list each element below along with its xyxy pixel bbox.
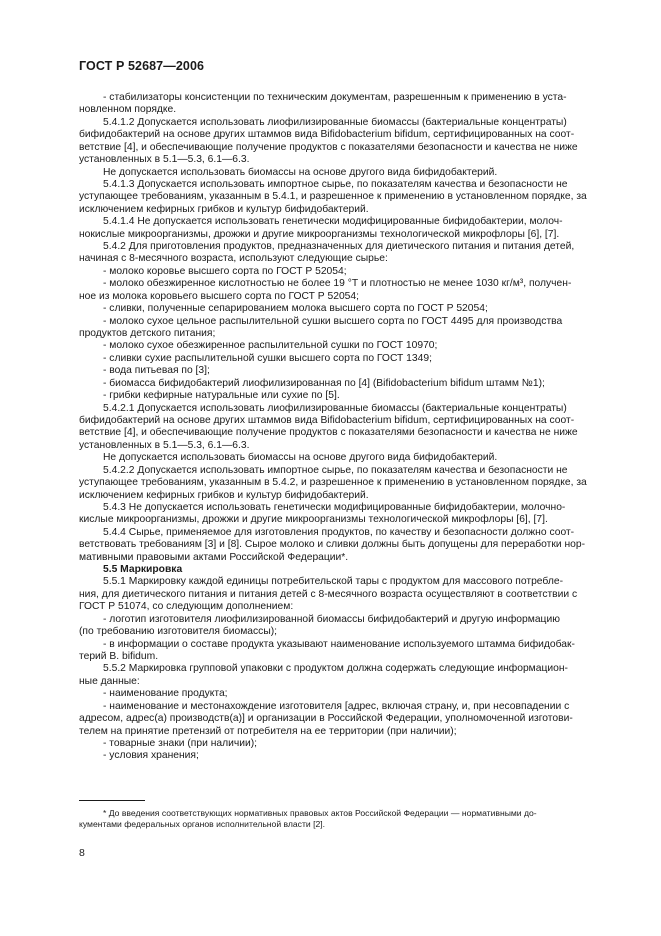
text-line: исключением кефирных грибков и культур бифидобактерий. — [79, 203, 369, 215]
text-line: 5.4.1.3 Допускается использовать импортное сырье, по показателям качества и безопасности не — [103, 178, 568, 190]
text-line: 5.4.2.1 Допускается использовать лиофилизированные биомассы (бактериальные концентраты) — [103, 402, 567, 414]
text-line: 5.4.3 Не допускается использовать генетически модифицированные бифидобактерии, молочно- — [103, 501, 566, 513]
list-item: - молоко обезжиренное кислотностью не более 19 °Т и плотностью не менее 1030 кг/м³, получен- — [103, 278, 572, 290]
text-line: Не допускается использовать биомассы на основе другого вида бифидобактерий. — [103, 166, 498, 178]
body-text — [79, 92, 615, 763]
list-item: - вода питьевая по [3]; — [103, 365, 210, 377]
footnote-divider — [79, 800, 145, 801]
list-item: - молоко сухое цельное распылительной сушки высшего сорта по ГОСТ 4495 для производства — [103, 315, 563, 327]
text-line: ния, для диетического питания и питания детей с 8-месячного возраста осуществляют в соответствии с — [79, 588, 578, 600]
text-line: ное из молока коровьего высшего сорта по ГОСТ Р 52054; — [79, 290, 360, 302]
list-item: - товарные знаки (при наличии); — [103, 737, 258, 749]
list-item: - сливки сухие распылительной сушки высшего сорта по ГОСТ 1349; — [103, 352, 432, 364]
text-line: ветствие [4], и обеспечивающие получение продуктов с показателями безопасности и качества не ниже — [79, 427, 578, 439]
text-line: 5.4.1.4 Не допускается использовать генетически модифицированные бифидобактерии, молоч- — [103, 216, 563, 228]
text-line: начиная с 8-месячного возраста, используют следующие сырье: — [79, 253, 388, 265]
text-line: 5.4.2 Для приготовления продуктов, предназначенных для диетического питания и питания детей, — [103, 241, 575, 253]
text-line: кислые микроорганизмы, дрожжи и другие микроорганизмы технологической микрофлоры [6], [7]. — [79, 514, 548, 526]
list-item: - молоко сухое обезжиренное распылительной сушки по ГОСТ 10970; — [103, 340, 438, 352]
text-line: ветствие [4], и обеспечивающие получение продуктов с показателями безопасности и качества не ниже — [79, 141, 578, 153]
footnote — [79, 808, 615, 830]
text-line: исключением кефирных грибков и культур бифидобактерий. — [79, 489, 369, 501]
text-line: новленном порядке. — [79, 104, 177, 116]
text-line: 5.5.1 Маркировку каждой единицы потребительской тары с продуктом для массового потребле- — [103, 576, 564, 588]
section-heading: 5.5 Маркировка — [103, 564, 183, 576]
standard-header: ГОСТ Р 52687—2006 — [79, 59, 205, 73]
page-number: 8 — [79, 847, 85, 859]
footnote-line: кументами федеральных органов исполнительной власти [2]. — [79, 819, 326, 830]
text-line: Не допускается использовать биомассы на основе другого вида бифидобактерий. — [103, 452, 498, 464]
list-item: - биомасса бифидобактерий лиофилизированная по [4] (Bifidobacterium bifidum штамм №1); — [103, 377, 545, 389]
text-line: 5.5.2 Маркировка групповой упаковки с продуктом должна содержать следующие информацион- — [103, 663, 568, 675]
text-line: - стабилизаторы консистенции по техническим документам, разрешенным к применению в уста- — [103, 92, 567, 103]
list-item: - грибки кефирные натуральные или сухие по [5]. — [103, 390, 340, 402]
text-line: 5.4.1.2 Допускается использовать лиофилизированные биомассы (бактериальные концентраты) — [103, 116, 567, 128]
text-line: установленных в 5.1—5.3, 6.1—6.3. — [79, 154, 250, 166]
footnote-line: * До введения соответствующих нормативных правовых актов Российской Федерации — нормативными до- — [103, 808, 537, 818]
list-item: - наименование продукта; — [103, 688, 228, 700]
list-item: - логотип изготовителя лиофилизированной биомассы бифидобактерий и другую информацию — [103, 613, 560, 625]
text-line: ветствовать требованиям [3] и [8]. Сырое молоко и сливки должны быть допущены для переработки нор- — [79, 539, 586, 551]
text-line: уступающее требованиям, указанным в 5.4.2, и разрешенное к применению в установленном порядке, за — [79, 477, 587, 489]
text-line: ГОСТ Р 51074, со следующим дополнением: — [79, 601, 294, 613]
text-line: 5.4.2.2 Допускается использовать импортное сырье, по показателям качества и безопасности не — [103, 464, 568, 476]
list-item: - молоко коровье высшего сорта по ГОСТ Р 52054; — [103, 265, 347, 277]
text-line: продуктов детского питания; — [79, 328, 216, 340]
text-line: 5.4.4 Сырье, применяемое для изготовления продуктов, по качеству и безопасности должно соот- — [103, 526, 575, 538]
text-line: мативными правовыми актами Российской Федерации*. — [79, 551, 349, 563]
text-line: ные данные: — [79, 675, 140, 687]
text-line: бифидобактерий на основе других штаммов вида Bifidobacterium bifidum, сертифицированных на соот- — [79, 414, 575, 426]
text-line: бифидобактерий на основе других штаммов вида Bifidobacterium bifidum, сертифицированных на соот- — [79, 129, 575, 141]
text-line: уступающее требованиям, указанным в 5.4.1, и разрешенное к применению в установленном порядке, за — [79, 191, 587, 203]
list-item: - в информации о составе продукта указывают наименование используемого штамма бифидобак- — [103, 638, 575, 650]
list-item: - условия хранения; — [103, 750, 199, 762]
text-line: нокислые микроорганизмы, дрожжи и другие микроорганизмы технологической микрофлоры [6], [7]. — [79, 228, 560, 240]
text-line: телем на принятие претензий от потребителя на ее территории (при наличии); — [79, 725, 457, 737]
list-item: - сливки, полученные сепарированием молока высшего сорта по ГОСТ Р 52054; — [103, 303, 488, 315]
text-line: (по требованию изготовителя биомассы); — [79, 626, 278, 638]
list-item: - наименование и местонахождение изготовителя [адрес, включая страну, и, при несовпадении с — [103, 700, 570, 712]
text-line: адресом, адрес(а) производств(а)] и организации в Российской Федерации, уполномоченной изготови- — [79, 713, 573, 725]
text-line: установленных в 5.1—5.3, 6.1—6.3. — [79, 439, 250, 451]
text-line: терий B. bifidum. — [79, 650, 159, 662]
